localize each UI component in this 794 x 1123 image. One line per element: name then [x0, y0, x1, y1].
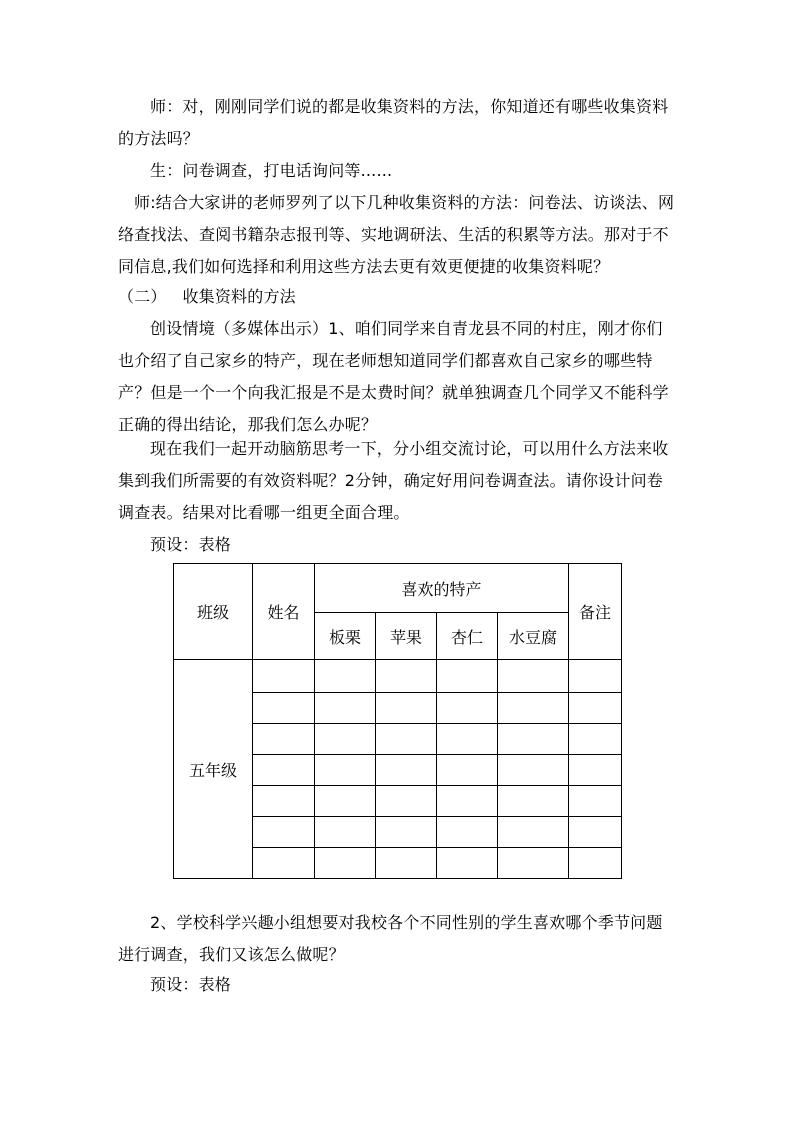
header-remarks: 备注: [569, 564, 622, 660]
paragraph-scenario-2: 2、学校科学兴趣小组想要对我校各个不同性别的学生喜欢哪个季节问题进行调查，我们又该怎么做呢？: [118, 913, 663, 964]
table-row: [174, 660, 622, 693]
header-item-chestnut: 板栗: [315, 613, 376, 660]
paragraph-scenario-1: 创设情境（多媒体出示）1、咱们同学来自青龙县不同的村庄，刚才你们也介绍了自己家乡的特产，现在老师想知道同学们都喜欢自己家乡的哪些特产？但是一个一个向我汇报是不是太费时间？就单独调查几个同学又不能科学正确的得出结论，那我们怎么办呢？: [118, 319, 669, 434]
header-name: 姓名: [253, 564, 315, 660]
paragraph-discussion: 现在我们一起开动脑筋思考一下，分小组交流讨论，可以用什么方法来收集到我们所需要的有效资料呢？2分钟，确定好用问卷调查法。请你设计问卷调查表。结果对比看哪一组更全面合理。: [118, 439, 669, 522]
paragraph-student-answer: 生：问卷调查，打电话询问等......: [150, 161, 393, 180]
header-favorite: 喜欢的特产: [315, 564, 569, 613]
paragraph-teacher-question: 师：对，刚刚同学们说的都是收集资料的方法，你知道还有哪些收集资料的方法吗？: [118, 97, 669, 148]
preset-label-2: 预设：表格: [150, 975, 232, 994]
header-item-tofu: 水豆腐: [498, 613, 569, 660]
preset-label-1: 预设：表格: [150, 535, 232, 554]
header-item-apple: 苹果: [376, 613, 437, 660]
header-class: 班级: [174, 564, 253, 660]
survey-table: [173, 563, 622, 879]
header-item-almond: 杏仁: [437, 613, 498, 660]
paragraph-teacher-methods: 师:结合大家讲的老师罗列了以下几种收集资料的方法：问卷法、访谈法、网络查找法、查阅书籍杂志报刊等、实地调研法、生活的积累等方法。那对于不同信息,我们如何选择和利用这些方法去更有效更便捷的收集资料呢？: [118, 193, 675, 276]
class-cell: 五年级: [174, 660, 253, 879]
section-heading: （二） 收集资料的方法: [118, 287, 296, 306]
